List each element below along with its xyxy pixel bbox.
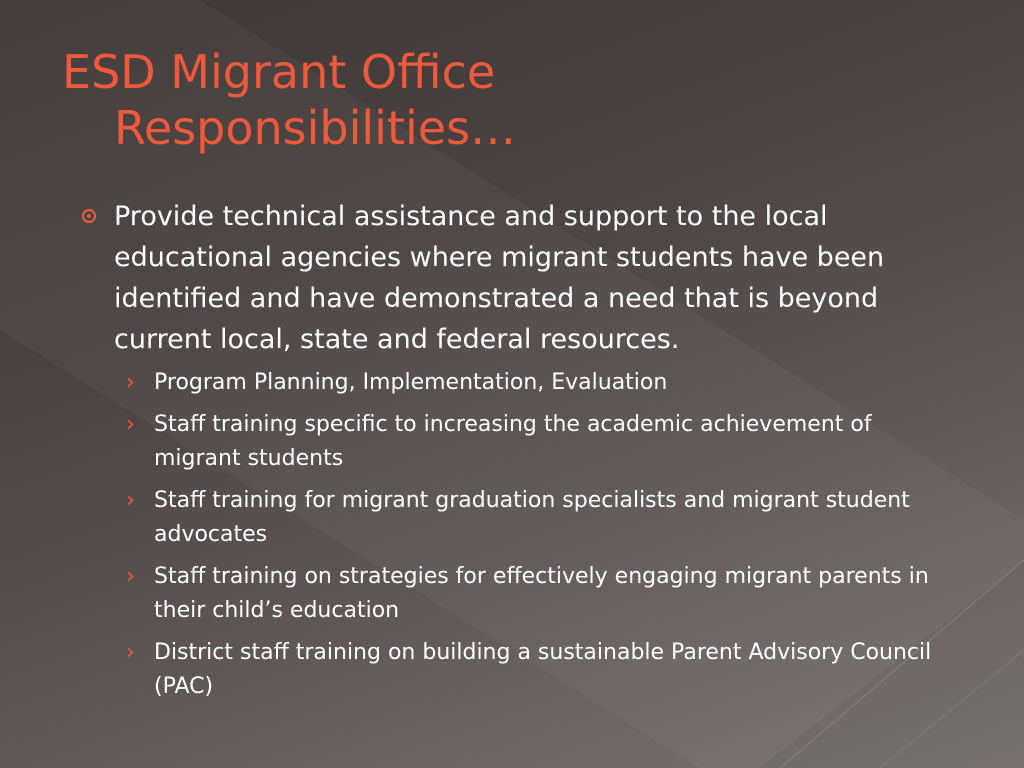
sub-bullet-item (126, 636, 972, 704)
slide-title (62, 44, 962, 156)
sub-bullet-text: District staff training on building a sustainable Parent Advisory Council (PAC) (154, 640, 932, 699)
sub-bullet-item (126, 366, 972, 400)
main-bullet (72, 196, 972, 360)
sub-bullet-item (126, 484, 972, 552)
sub-bullet-item (126, 408, 972, 476)
sub-bullet-text: Staff training on strategies for effectively engaging migrant parents in their child’s education (154, 564, 929, 623)
chevron-right-icon: › (126, 640, 135, 665)
chevron-right-icon: › (126, 370, 135, 395)
target-bullet-icon (82, 209, 96, 223)
slide-content (72, 196, 972, 712)
sub-bullet-text: Staff training specific to increasing the academic achievement of migrant students (154, 412, 872, 471)
sub-bullet-list (72, 366, 972, 704)
chevron-right-icon: › (126, 412, 135, 437)
sub-bullet-text: Program Planning, Implementation, Evaluation (154, 370, 668, 395)
sub-bullet-text: Staff training for migrant graduation specialists and migrant student advocates (154, 488, 910, 547)
slide-title-line-2: Responsibilities… (114, 101, 517, 155)
chevron-right-icon: › (126, 488, 135, 513)
main-bullet-text: Provide technical assistance and support to the local educational agencies where migrant students have been identified and have demonstrated a need that is beyond current local, state and federal resources. (114, 201, 885, 355)
chevron-right-icon: › (126, 564, 135, 589)
sub-bullet-item (126, 560, 972, 628)
slide-title-line-1: ESD Migrant Office (62, 45, 496, 99)
